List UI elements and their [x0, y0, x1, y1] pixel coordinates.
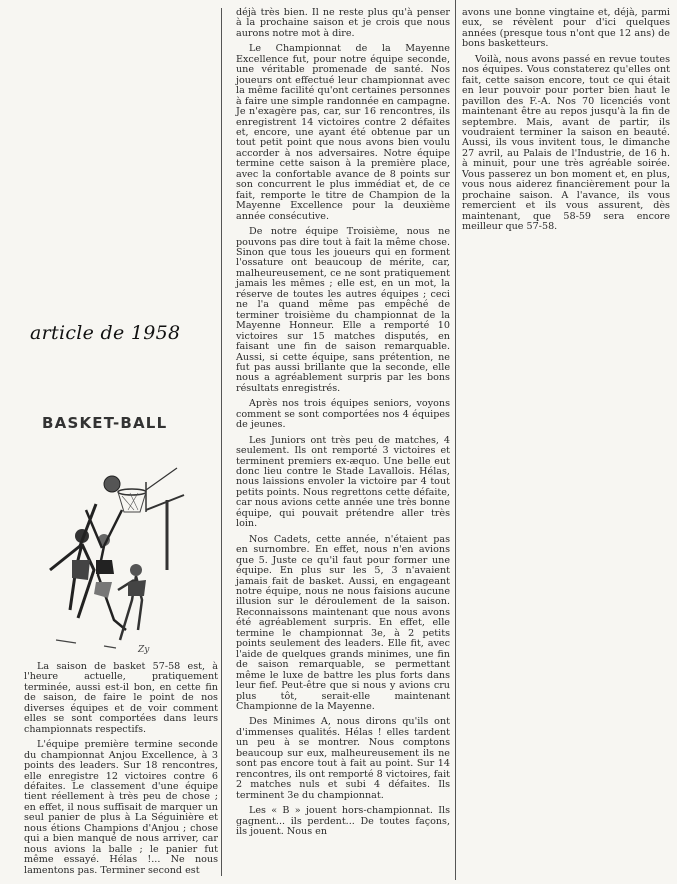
paragraph: Des Minimes A, nous dirons qu'ils ont d'immenses qualités. Hélas ! elles tardent un peu à se montrer. Nous comptons beaucoup sur eux, malheureusement ils ne sont pas encore tout à fait au point. Sur 14 rencontres, ils ont remporté 8 victoires, fait 2 matches nuls et subi 4 défaites. Ils terminent 3e du championnat. [236, 716, 450, 801]
paragraph: Voilà, nous avons passé en revue toutes nos équipes. Vous constaterez qu'elles ont fait, cette saison encore, tout ce qui était en leur pouvoir pour porter bien haut le pavillon des F.-A. Nos 70 licenciés vont maintenant être au repos jusqu'à la fin de septembre. Mais, avant de partir, ils voudraient terminer la saison en beauté. Aussi, ils vous invitent tous, le dimanche 27 avril, au Palais de l'Industrie, de 16 h. à minuit, pour une très agréable soirée. Vous passerez un bon moment et, en plus, vous nous aiderez financièrement pour la prochaine saison. A l'avance, ils vous remercient et ils vous assurent, dès maintenant, que 58-59 sera encore meilleur que 57-58. [462, 53, 670, 233]
illustrator-signature: Zy [138, 645, 150, 655]
column-divider-1 [221, 8, 222, 876]
article-headline: BASKET-BALL [42, 414, 168, 432]
paragraph: Après nos trois équipes seniors, voyons comment se sont comportées nos 4 équipes de jeunes. [236, 398, 450, 431]
paragraph: Les Juniors ont très peu de matches, 4 seulement. Ils ont remporté 3 victoires et terminent premiers ex-æquo. Une belle eut donc lieu contre le Stade Lavallois. Hélas, nous laissions envoler la victoire par 4 tout petits points. Nous regrettons cette défaite, car nous avions cette année une très bonne équipe, qui pouvait prétendre aller très loin. [236, 434, 450, 530]
paragraph: déjà très bien. Il ne reste plus qu'à penser à la prochaine saison et je crois que nous aurons notre mot à dire. [236, 7, 450, 39]
column-divider-2 [455, 0, 456, 880]
article-column-1 [24, 662, 218, 881]
paragraph: Le Championnat de la Mayenne Excellence fut, pour notre équipe seconde, une véritable promenade de santé. Nos joueurs ont effectué leur championnat avec la même facilité qu'ont certaines personnes à faire une simple randonnée en campagne. Je n'exagère pas, car, sur 16 rencontres, ils enregistrent 14 victoires contre 2 défaites et, encore, une ayant été obtenue par un tout petit point que nous avons bien voulu accorder à nos adversaires. Notre équipe termine cette saison à la première place, avec la confortable avance de 8 points sur son concurrent le plus immédiat et, de ce fait, remporte le titre de Champion de la Mayenne Excellence pour la deuxième année consécutive. [236, 43, 450, 222]
handwritten-annotation: article de 1958 [30, 322, 181, 344]
paragraph: Nos Cadets, cette année, n'étaient pas en surnombre. En effet, nous n'en avions que 5. Juste ce qu'il faut pour former une équipe. En plus sur les 5, 3 n'avaient jamais fait de basket. Aussi, en engageant notre équipe, nous ne nous faisions aucune illusion sur le déroulement de la saison. Reconnaissons maintenant que nous avons été agréablement surpris. En effet, elle termine le championnat 3e, à 2 petits points seulement des leaders. Elle fit, avec l'aide de quelques grands minimes, une fin de saison remarquable, se permettant même le luxe de battre les plus forts dans leur fief. Peut-être que si nous y avions cru plus tôt, serait-elle maintenant Championne de la Mayenne. [236, 533, 450, 712]
paragraph: L'équipe première termine seconde du championnat Anjou Excellence, à 3 points des leaders. Sur 18 rencontres, elle enregistre 12 victoires contre 6 défaites. Le classement d'une équipe tient réellement à très peu de chose ; en effet, il nous suffisait de marquer un seul panier de plus à La Séguinière et nous étions Champions d'Anjou ; chose qui a bien manqué de nous arriver, car nous avions la balle ; le panier fut même essayé. Hélas !... Ne nous lamentons pas. Terminer second est [24, 739, 218, 876]
paragraph: Les « B » jouent hors-championnat. Ils gagnent... ils perdent... De toutes façons, ils jouent. Nous en [236, 805, 450, 837]
basketball-players-illustration [34, 440, 214, 660]
article-column-3 [462, 8, 670, 238]
paragraph: De notre équipe Troisième, nous ne pouvons pas dire tout à fait la même chose. Sinon que tous les joueurs qui en forment l'ossature ont beaucoup de mérite, car, malheureusement, ce ne sont pratiquement jamais les mêmes ; elle est, en un mot, la réserve de toutes les autres équipes ; ceci ne l'a quand même pas empêché de terminer troisième du championnat de la Mayenne Honneur. Elle a remporté 10 victoires sur 15 matches disputés, en faisant une fin de saison remarquable. Aussi, si cette équipe, sans prétention, ne fut pas aussi brillante que la seconde, elle nous a agréablement surpris par les bons résultats enregistrés. [236, 226, 450, 394]
paragraph: avons une bonne vingtaine et, déjà, parmi eux, se révèlent pour d'ici quelques années (presque tous n'ont que 12 ans) de bons basketteurs. [462, 7, 670, 50]
article-column-2 [236, 8, 450, 842]
paragraph: La saison de basket 57-58 est, à l'heure actuelle, pratiquement terminée, aussi est-il bon, en cette fin de saison, de faire le point de nos diverses équipes et de voir comment elles se sont comportées dans leurs championnats respectifs. [24, 661, 218, 735]
